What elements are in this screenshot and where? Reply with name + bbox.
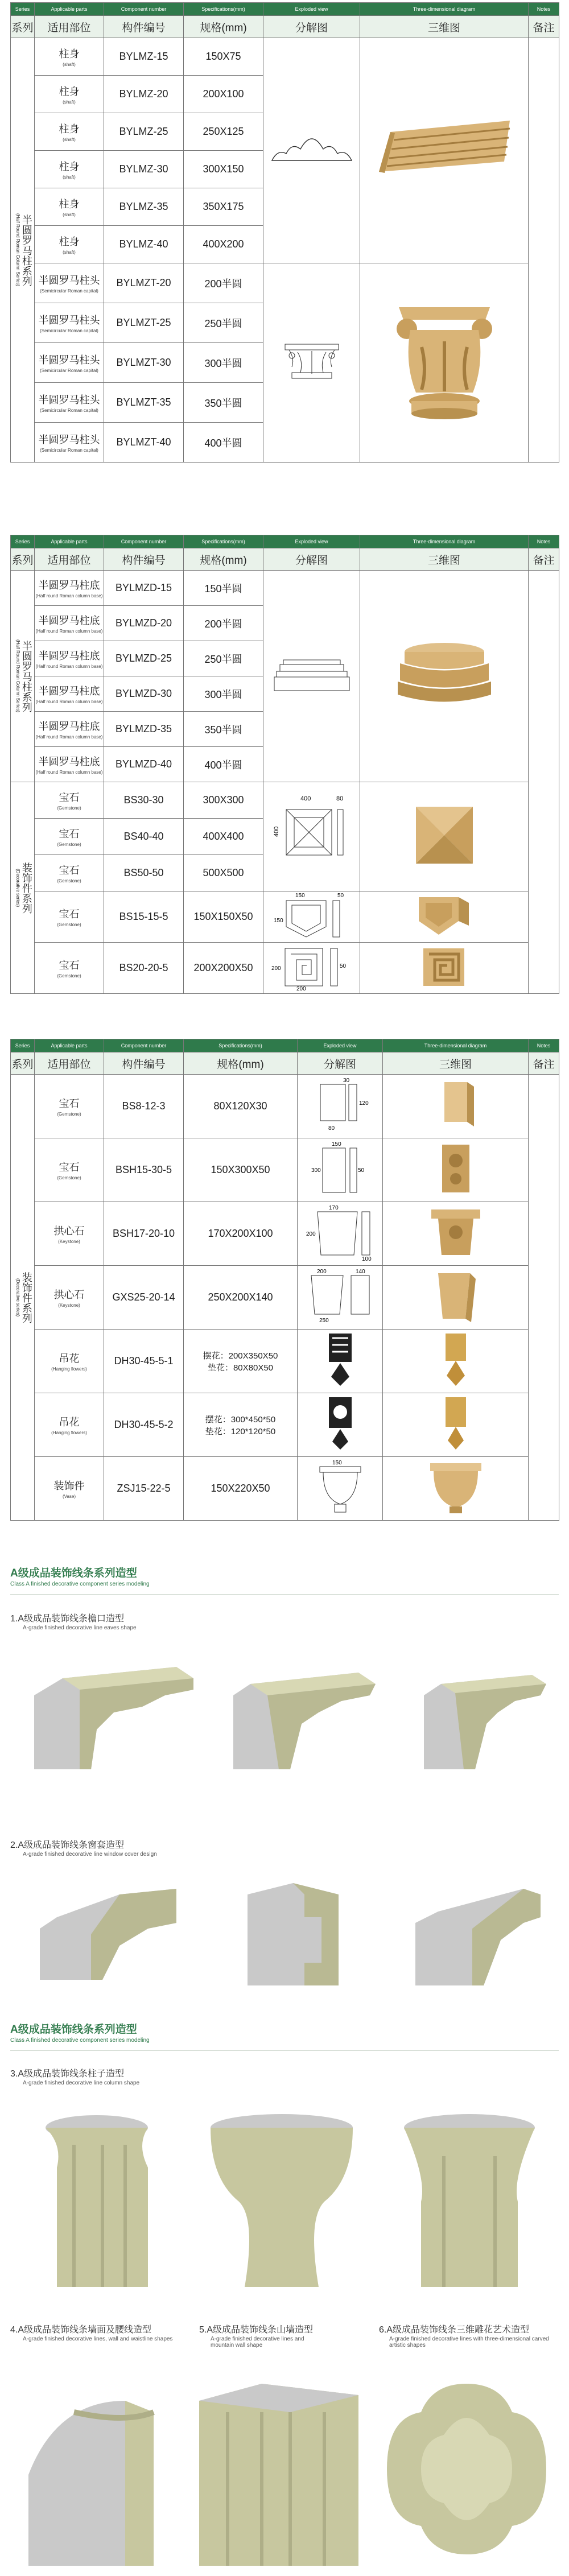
spec-cell: 250半圆 xyxy=(184,303,263,343)
table-row xyxy=(11,1202,559,1266)
code-cell: BS50-50 xyxy=(104,855,184,891)
part-cell: 柱身 (shaft) xyxy=(35,151,104,188)
exploded-cell xyxy=(298,1393,383,1457)
svg-text:150: 150 xyxy=(332,1460,342,1466)
series-label: 装饰件系列 xyxy=(20,1272,32,1323)
svg-text:120: 120 xyxy=(358,1100,369,1107)
code-cell: BYLMZD-20 xyxy=(104,606,184,641)
vase-3d-icon xyxy=(424,1459,487,1516)
3d-capital xyxy=(360,263,529,463)
spec-cell: 150X220X50 xyxy=(184,1457,298,1521)
code-cell: BYLMZT-40 xyxy=(104,423,184,463)
header-spec-zh: 规格(mm) xyxy=(184,16,263,38)
3d-cell xyxy=(383,1202,529,1266)
header-row-zh xyxy=(11,16,559,38)
gem-small-drawing-icon xyxy=(309,1076,372,1133)
header-series-zh: 系列 xyxy=(11,548,35,571)
part-cell: 宝石 (Gemstone) xyxy=(35,1138,104,1202)
svg-text:300: 300 xyxy=(311,1167,321,1174)
svg-text:200: 200 xyxy=(271,965,281,972)
part-cell: 宝石 (Gemstone) xyxy=(35,943,104,994)
cornice-molding-3 xyxy=(418,1667,549,1781)
code-cell: BYLMZ-30 xyxy=(104,151,184,188)
header-notes-zh: 备注 xyxy=(529,548,559,571)
section-title: A级成品装饰线条系列造型 xyxy=(10,2024,137,2036)
meander-drawing-icon xyxy=(269,943,354,990)
spec-cell: 300半圆 xyxy=(184,343,263,383)
header-exploded: Exploded view xyxy=(263,3,360,16)
header-spec: Specifications(mm) xyxy=(184,1039,298,1052)
section-title: A级成品装饰线条系列造型 xyxy=(10,1567,137,1579)
exploded-capital xyxy=(263,263,360,463)
subsection-subtitle: A-grade finished decorative lines and mountain wall shape xyxy=(211,2336,304,2348)
hanging-flower-2-3d-icon xyxy=(439,1395,473,1452)
keystone-drawing-icon xyxy=(306,1204,374,1261)
series-label: 半圆罗马柱系列 xyxy=(20,640,32,712)
code-cell: ZSJ15-22-5 xyxy=(104,1457,184,1521)
3d-base xyxy=(360,571,529,782)
base-3d-icon xyxy=(387,635,501,715)
carved-art-molding xyxy=(376,2378,558,2571)
code-cell: DH30-45-5-2 xyxy=(104,1393,184,1457)
svg-text:140: 140 xyxy=(355,1269,365,1275)
keystone-wide-drawing-icon xyxy=(303,1268,377,1324)
part-cell: 宝石 (Gemstone) xyxy=(35,891,104,943)
cornice-molding-1 xyxy=(28,1656,199,1786)
keystone-3d-icon xyxy=(424,1204,487,1261)
spec-cell: 200X100 xyxy=(184,76,263,113)
header-code: Component number xyxy=(104,1039,184,1052)
part-cell: 装饰件 (Vase) xyxy=(35,1457,104,1521)
table-row xyxy=(11,1393,559,1457)
spec-cell: 300半圆 xyxy=(184,676,263,712)
section-heading-1 xyxy=(10,1564,150,1587)
header-spec: Specifications(mm) xyxy=(184,535,263,548)
table-1 xyxy=(10,2,559,463)
svg-text:80: 80 xyxy=(336,795,343,802)
header-parts: Applicable parts xyxy=(35,3,104,16)
section-subtitle: Class A finished decorative component series modeling xyxy=(10,2037,150,2044)
spec-cell: 250半圆 xyxy=(184,641,263,676)
svg-text:30: 30 xyxy=(343,1078,349,1084)
svg-text:250: 250 xyxy=(319,1318,329,1324)
code-cell: DH30-45-5-1 xyxy=(104,1330,184,1393)
subsection-subtitle: A-grade finished decorative lines with three-dimensional carved artistic shapes xyxy=(389,2336,549,2348)
header-series: Series xyxy=(11,3,35,16)
base-drawing-icon xyxy=(272,652,352,697)
code-cell: BS40-40 xyxy=(104,819,184,855)
table-row xyxy=(11,571,559,606)
code-cell: GXS25-20-14 xyxy=(104,1266,184,1330)
spec-cell: 150X300X50 xyxy=(184,1138,298,1202)
part-cell: 宝石 (Gemstone) xyxy=(35,855,104,891)
header-parts-zh: 适用部位 xyxy=(35,16,104,38)
spec-cell: 150X150X50 xyxy=(184,891,263,943)
table-row xyxy=(11,1266,559,1330)
header-parts: Applicable parts xyxy=(35,1039,104,1052)
code-cell: BS15-15-5 xyxy=(104,891,184,943)
series-cell xyxy=(11,1075,35,1521)
part-cell: 柱身 (shaft) xyxy=(35,38,104,76)
header-3d-zh: 三维图 xyxy=(360,548,529,571)
vase-drawing-icon xyxy=(312,1459,369,1516)
spec-cell: 300X300 xyxy=(184,782,263,819)
spec-cell: 350X175 xyxy=(184,188,263,226)
header-row-zh xyxy=(11,1052,559,1075)
header-series: Series xyxy=(11,1039,35,1052)
part-cell: 半圆罗马柱头 (Semicircular Roman capital) xyxy=(35,303,104,343)
svg-text:80: 80 xyxy=(328,1125,335,1132)
header-exploded: Exploded view xyxy=(263,535,360,548)
subsection-title: 2.A级成品装饰线条窗套造型 xyxy=(10,1840,125,1850)
spec-cell: 400X200 xyxy=(184,226,263,263)
code-cell: BYLMZT-35 xyxy=(104,383,184,423)
section-heading-2 xyxy=(10,2021,150,2044)
part-cell: 拱心石 (Keystone) xyxy=(35,1266,104,1330)
code-cell: BYLMZ-20 xyxy=(104,76,184,113)
exploded-gem-meander xyxy=(263,943,360,994)
pyramid-drawing-icon xyxy=(269,792,354,878)
part-cell: 柱身 (shaft) xyxy=(35,76,104,113)
part-cell: 吊花 (Hanging flowers) xyxy=(35,1330,104,1393)
code-cell: BYLMZ-35 xyxy=(104,188,184,226)
part-cell: 半圆罗马柱底 (Half round Roman column base) xyxy=(35,571,104,606)
corner-3d-icon xyxy=(413,893,476,938)
exploded-shaft xyxy=(263,38,360,263)
spec-cell: 摆花：300*450*50 垫花：120*120*50 xyxy=(184,1393,298,1457)
capital-3d-icon xyxy=(387,296,501,427)
part-cell: 半圆罗马柱头 (Semicircular Roman capital) xyxy=(35,423,104,463)
svg-text:50: 50 xyxy=(339,963,346,969)
part-cell: 半圆罗马柱头 (Semicircular Roman capital) xyxy=(35,343,104,383)
code-cell: BSH15-30-5 xyxy=(104,1138,184,1202)
table-3 xyxy=(10,1039,559,1521)
table-row xyxy=(11,38,559,76)
spec-cell: 150半圆 xyxy=(184,571,263,606)
part-cell: 吊花 (Hanging flowers) xyxy=(35,1393,104,1457)
column-molding-1 xyxy=(40,2111,159,2293)
code-cell: BYLMZ-40 xyxy=(104,226,184,263)
svg-text:50: 50 xyxy=(337,893,344,899)
subsection-title: 5.A级成品装饰线条山墙造型 xyxy=(199,2325,314,2335)
header-code: Component number xyxy=(104,535,184,548)
part-cell: 半圆罗马柱底 (Half round Roman column base) xyxy=(35,606,104,641)
header-parts-zh: 适用部位 xyxy=(35,548,104,571)
3d-gem-pyramid xyxy=(360,782,529,891)
header-parts: Applicable parts xyxy=(35,535,104,548)
series-label-en: (Decorative series) xyxy=(15,868,21,907)
part-cell: 柱身 (shaft) xyxy=(35,188,104,226)
subsection-title: 3.A级成品装饰线条柱子造型 xyxy=(10,2069,125,2079)
notes-cell xyxy=(529,38,559,463)
header-exploded-zh: 分解图 xyxy=(298,1052,383,1075)
spec-cell: 350半圆 xyxy=(184,712,263,747)
pyramid-3d-icon xyxy=(405,795,484,875)
shaft-profile-icon xyxy=(266,126,357,172)
wall-molding xyxy=(23,2389,165,2571)
spec-cell: 200半圆 xyxy=(184,263,263,303)
exploded-cell xyxy=(298,1202,383,1266)
svg-text:400: 400 xyxy=(300,795,311,802)
subsection-title: 6.A级成品装饰线条三维雕花艺术造型 xyxy=(379,2325,530,2335)
header-code: Component number xyxy=(104,3,184,16)
header-notes-zh: 备注 xyxy=(529,1052,559,1075)
svg-text:150: 150 xyxy=(331,1141,341,1147)
part-cell: 宝石 (Gemstone) xyxy=(35,819,104,855)
subsection-subtitle: A-grade finished decorative line column shape xyxy=(23,2080,140,2086)
part-cell: 柱身 (shaft) xyxy=(35,113,104,151)
series-label-en: (Half Round Roman Column Series) xyxy=(15,639,21,713)
spec-cell: 350半圆 xyxy=(184,383,263,423)
table-row xyxy=(11,782,559,819)
header-spec-zh: 规格(mm) xyxy=(184,1052,298,1075)
capital-drawing-icon xyxy=(281,338,343,384)
3d-cell xyxy=(383,1393,529,1457)
shaft-3d-icon xyxy=(368,109,521,189)
table-row xyxy=(11,263,559,303)
window-molding-2 xyxy=(242,1877,344,1991)
corner-drawing-icon xyxy=(269,891,354,939)
header-3d-zh: 三维图 xyxy=(383,1052,529,1075)
divider xyxy=(10,2050,559,2051)
header-3d: Three-dimensional diagram xyxy=(383,1039,529,1052)
header-parts-zh: 适用部位 xyxy=(35,1052,104,1075)
spec-cell: 400半圆 xyxy=(184,423,263,463)
code-cell: BS20-20-5 xyxy=(104,943,184,994)
notes-cell xyxy=(529,1075,559,1521)
svg-text:50: 50 xyxy=(357,1167,364,1174)
header-3d-zh: 三维图 xyxy=(360,16,529,38)
table-row xyxy=(11,1457,559,1521)
header-code-zh: 构件编号 xyxy=(104,548,184,571)
code-cell: BYLMZD-35 xyxy=(104,712,184,747)
3d-cell xyxy=(383,1457,529,1521)
part-cell: 拱心石 (Keystone) xyxy=(35,1202,104,1266)
exploded-cell xyxy=(298,1457,383,1521)
series-label: 装饰件系列 xyxy=(20,862,32,914)
header-row-zh xyxy=(11,548,559,571)
header-exploded-zh: 分解图 xyxy=(263,548,360,571)
hanging-flower-drawing-icon xyxy=(323,1331,357,1388)
part-cell: 宝石 (Gemstone) xyxy=(35,1075,104,1138)
hanging-flower-3d-icon xyxy=(439,1331,473,1388)
code-cell: BYLMZ-25 xyxy=(104,113,184,151)
code-cell: BYLMZD-40 xyxy=(104,747,184,782)
svg-text:100: 100 xyxy=(361,1256,372,1261)
part-cell: 半圆罗马柱底 (Half round Roman column base) xyxy=(35,641,104,676)
spec-cell: 150X75 xyxy=(184,38,263,76)
code-cell: BYLMZD-25 xyxy=(104,641,184,676)
part-cell: 半圆罗马柱底 (Half round Roman column base) xyxy=(35,747,104,782)
table-row xyxy=(11,891,559,943)
code-cell: BYLMZD-30 xyxy=(104,676,184,712)
gem-small-3d-icon xyxy=(427,1076,484,1133)
code-cell: BYLMZT-30 xyxy=(104,343,184,383)
spec-cell: 200X200X50 xyxy=(184,943,263,994)
3d-gem-meander xyxy=(360,943,529,994)
spec-cell: 200半圆 xyxy=(184,606,263,641)
spec-cell: 摆花：200X350X50 垫花：80X80X50 xyxy=(184,1330,298,1393)
header-notes: Notes xyxy=(529,535,559,548)
part-cell: 半圆罗马柱底 (Half round Roman column base) xyxy=(35,712,104,747)
divider xyxy=(10,1594,559,1595)
keystone-wide-3d-icon xyxy=(430,1268,481,1324)
table-row xyxy=(11,1330,559,1393)
table-row xyxy=(11,1138,559,1202)
exploded-cell xyxy=(298,1330,383,1393)
3d-cell xyxy=(383,1330,529,1393)
part-cell: 半圆罗马柱头 (Semicircular Roman capital) xyxy=(35,263,104,303)
code-cell: BSH17-20-10 xyxy=(104,1202,184,1266)
subsection-subtitle: A-grade finished decorative lines, wall and waistline shapes xyxy=(23,2336,173,2342)
code-cell: BYLMZT-25 xyxy=(104,303,184,343)
gable-molding xyxy=(193,2378,364,2571)
spec-cell: 300X150 xyxy=(184,151,263,188)
svg-text:170: 170 xyxy=(328,1205,339,1211)
spec-cell: 400半圆 xyxy=(184,747,263,782)
window-molding-1 xyxy=(34,1883,182,1991)
svg-text:200: 200 xyxy=(316,1269,327,1275)
header-notes: Notes xyxy=(529,1039,559,1052)
header-code-zh: 构件编号 xyxy=(104,1052,184,1075)
spec-cell: 170X200X100 xyxy=(184,1202,298,1266)
spec-cell: 400X400 xyxy=(184,819,263,855)
code-cell: BYLMZD-15 xyxy=(104,571,184,606)
header-series: Series xyxy=(11,535,35,548)
gem-carved-3d-icon xyxy=(433,1140,479,1197)
code-cell: BYLMZ-15 xyxy=(104,38,184,76)
subsection-subtitle: A-grade finished decorative line window cover design xyxy=(23,1851,157,1857)
header-spec-zh: 规格(mm) xyxy=(184,548,263,571)
3d-cell xyxy=(383,1075,529,1138)
subsection-title: 4.A级成品装饰线条墙面及腰线造型 xyxy=(10,2325,152,2335)
gem-carved-drawing-icon xyxy=(309,1140,372,1197)
cornice-molding-2 xyxy=(228,1661,381,1781)
code-cell: BS8-12-3 xyxy=(104,1075,184,1138)
series-cell xyxy=(11,571,35,782)
svg-text:200: 200 xyxy=(296,986,306,990)
hanging-flower-2-drawing-icon xyxy=(323,1395,357,1452)
header-3d: Three-dimensional diagram xyxy=(360,535,529,548)
svg-text:200: 200 xyxy=(306,1231,316,1237)
part-cell: 半圆罗马柱底 (Half round Roman column base) xyxy=(35,676,104,712)
header-series-zh: 系列 xyxy=(11,16,35,38)
part-cell: 柱身 (shaft) xyxy=(35,226,104,263)
exploded-base xyxy=(263,571,360,782)
header-row-en xyxy=(11,3,559,16)
header-row-en xyxy=(11,535,559,548)
meander-3d-icon xyxy=(419,944,470,989)
3d-gem-corner xyxy=(360,891,529,943)
series-label-en: (Decorative series) xyxy=(15,1278,21,1317)
exploded-cell xyxy=(298,1138,383,1202)
exploded-gem-corner xyxy=(263,891,360,943)
spec-cell: 250X200X140 xyxy=(184,1266,298,1330)
series-cell xyxy=(11,782,35,994)
3d-cell xyxy=(383,1138,529,1202)
part-cell: 半圆罗马柱头 (Semicircular Roman capital) xyxy=(35,383,104,423)
svg-text:150: 150 xyxy=(273,918,283,924)
spec-cell: 250X125 xyxy=(184,113,263,151)
series-label: 半圆罗马柱系列 xyxy=(20,214,32,286)
3d-shaft xyxy=(360,38,529,263)
subsection-subtitle: A-grade finished decorative line eaves shape xyxy=(23,1625,137,1631)
3d-cell xyxy=(383,1266,529,1330)
exploded-gem-pyramid xyxy=(263,782,360,891)
header-notes: Notes xyxy=(529,3,559,16)
code-cell: BYLMZT-20 xyxy=(104,263,184,303)
section-subtitle: Class A finished decorative component series modeling xyxy=(10,1581,150,1587)
header-row-en xyxy=(11,1039,559,1052)
header-exploded: Exploded view xyxy=(298,1039,383,1052)
table-2 xyxy=(10,535,559,994)
table-row xyxy=(11,943,559,994)
header-spec: Specifications(mm) xyxy=(184,3,263,16)
column-molding-3 xyxy=(398,2111,541,2293)
exploded-cell xyxy=(298,1075,383,1138)
spec-cell: 500X500 xyxy=(184,855,263,891)
series-cell xyxy=(11,38,35,463)
exploded-cell xyxy=(298,1266,383,1330)
svg-text:400: 400 xyxy=(273,826,280,837)
table-row xyxy=(11,1075,559,1138)
spec-cell: 80X120X30 xyxy=(184,1075,298,1138)
header-notes-zh: 备注 xyxy=(529,16,559,38)
part-cell: 宝石 (Gemstone) xyxy=(35,782,104,819)
svg-text:150: 150 xyxy=(295,893,305,899)
column-molding-2 xyxy=(205,2111,358,2293)
header-3d: Three-dimensional diagram xyxy=(360,3,529,16)
window-molding-3 xyxy=(410,1877,546,1991)
header-series-zh: 系列 xyxy=(11,1052,35,1075)
header-exploded-zh: 分解图 xyxy=(263,16,360,38)
subsection-title: 1.A级成品装饰线条檐口造型 xyxy=(10,1614,125,1624)
series-label-en: (Half Round Roman Column Series) xyxy=(15,213,21,287)
code-cell: BS30-30 xyxy=(104,782,184,819)
header-code-zh: 构件编号 xyxy=(104,16,184,38)
notes-cell xyxy=(529,571,559,994)
